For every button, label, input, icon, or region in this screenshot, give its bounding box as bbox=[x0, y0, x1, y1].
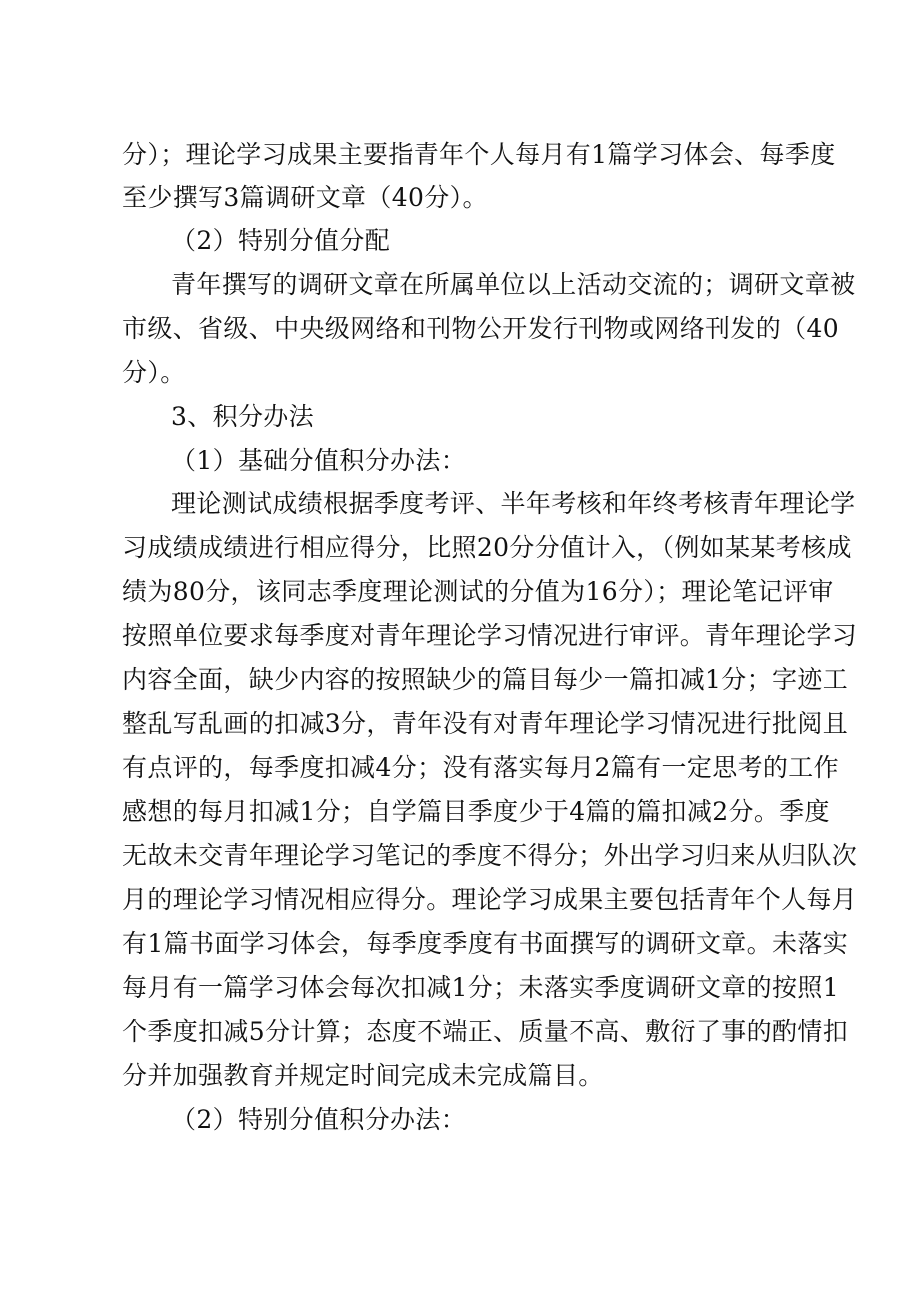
text-line: 整乱写乱画的扣减3分，青年没有对青年理论学习情况进行批阅且 bbox=[122, 709, 849, 738]
text-line: 无故未交青年理论学习笔记的季度不得分；外出学习归来从归队次 bbox=[122, 841, 858, 870]
text-line: 习成绩成绩进行相应得分，比照20分分值计入，（例如某某考核成 bbox=[122, 533, 852, 562]
text-line: 有点评的，每季度扣减4分；没有落实每月2篇有一定思考的工作 bbox=[122, 753, 839, 782]
text-line: 市级、省级、中央级网络和刊物公开发行刊物或网络刊发的（40 bbox=[122, 314, 839, 343]
text-line: 至少撰写3篇调研文章（40分）。 bbox=[122, 183, 488, 212]
section-heading: （2）特别分值分配 bbox=[171, 226, 391, 255]
text-line: 个季度扣减5分计算；态度不端正、质量不高、敷衍了事的酌情扣 bbox=[122, 1017, 849, 1046]
text-line: 有1篇书面学习体会，每季度季度有书面撰写的调研文章。未落实 bbox=[122, 929, 849, 958]
text-line: 绩为80分，该同志季度理论测试的分值为16分）；理论笔记评审 bbox=[122, 577, 834, 606]
text-line: 月的理论学习情况相应得分。理论学习成果主要包括青年个人每月 bbox=[122, 885, 858, 914]
text-line: 青年撰写的调研文章在所属单位以上活动交流的；调研文章被 bbox=[171, 270, 856, 299]
text-line: 分）。 bbox=[122, 358, 186, 387]
text-line: 感想的每月扣减1分；自学篇目季度少于4篇的篇扣减2分。季度 bbox=[122, 797, 830, 826]
text-line: 按照单位要求每季度对青年理论学习情况进行审评。青年理论学习 bbox=[122, 621, 858, 650]
text-line: 内容全面，缺少内容的按照缺少的篇目每少一篇扣减1分；字迹工 bbox=[122, 665, 849, 694]
section-heading: （1）基础分值积分办法： bbox=[171, 446, 467, 475]
text-line: 理论测试成绩根据季度考评、半年考核和年终考核青年理论学 bbox=[171, 489, 856, 518]
section-heading: （2）特别分值积分办法： bbox=[171, 1105, 467, 1134]
section-heading: 3、积分办法 bbox=[171, 402, 315, 431]
text-line: 每月有一篇学习体会每次扣减1分；未落实季度调研文章的按照1 bbox=[122, 973, 839, 1002]
text-line: 分）；理论学习成果主要指青年个人每月有1篇学习体会、每季度 bbox=[122, 140, 836, 169]
text-line: 分并加强教育并规定时间完成未完成篇目。 bbox=[122, 1061, 604, 1090]
